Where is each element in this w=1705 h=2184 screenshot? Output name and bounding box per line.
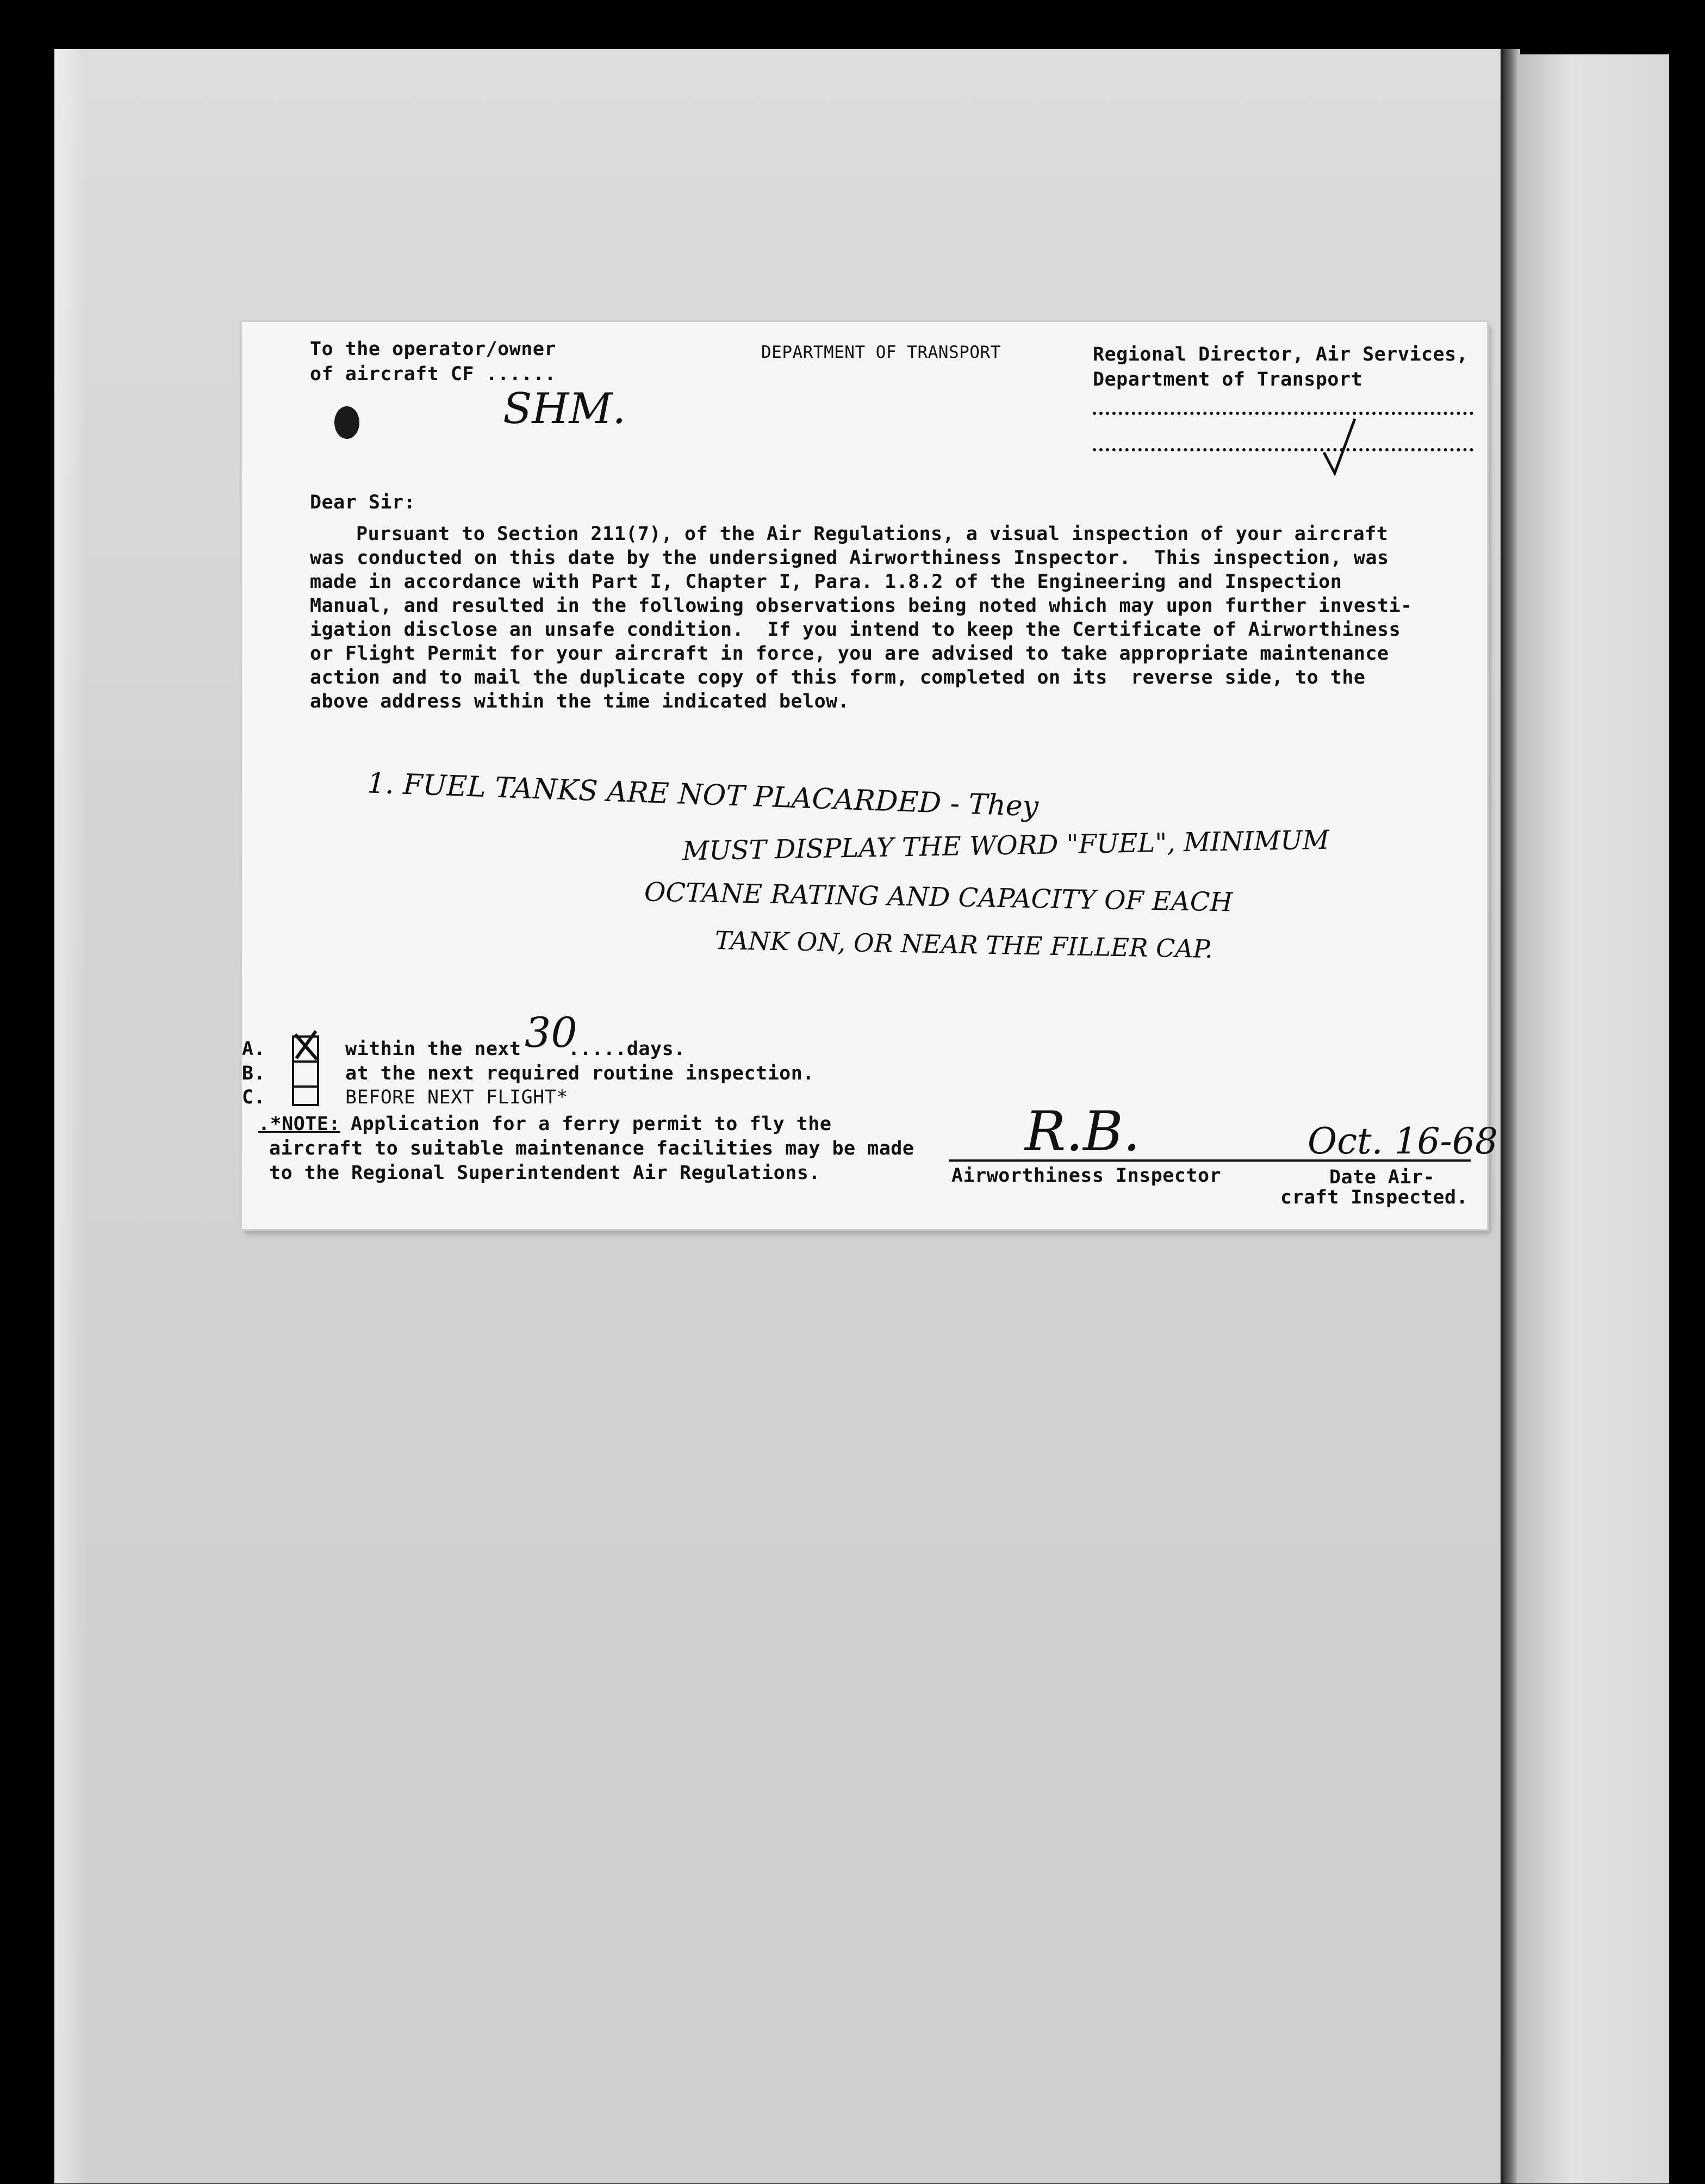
department-header: DEPARTMENT OF TRANSPORT [761, 343, 1001, 362]
salutation: Dear Sir: [310, 492, 416, 513]
observation-line-1: 1. FUEL TANKS ARE NOT PLACARDED - They [366, 767, 1040, 823]
body-line-5: igation disclose an unsafe condition. If you intend to keep the Certificate of Airworthiness [310, 619, 1401, 641]
observation-line-2: MUST DISPLAY THE WORD "FUEL", MINIMUM [682, 824, 1330, 867]
body-line-8: above address within the time indicated below. [310, 691, 850, 712]
option-b-letter: B. [242, 1063, 266, 1084]
note-label: .*NOTE: [258, 1113, 341, 1135]
date-label-line2: craft Inspected. [1280, 1187, 1468, 1208]
date-handwritten: Oct. 16-68 [1308, 1120, 1498, 1162]
option-c-letter: C. [242, 1087, 266, 1108]
option-c-checkbox[interactable] [292, 1085, 319, 1106]
option-c-text: BEFORE NEXT FLIGHT* [345, 1087, 568, 1108]
option-a-text: within the next [345, 1038, 521, 1060]
option-a-letter: A. [242, 1038, 266, 1060]
body-line-4: Manual, and resulted in the following observations being noted which may upon further investi- [310, 595, 1412, 617]
check-mark-icon [1321, 414, 1359, 480]
punch-hole-mark [334, 406, 359, 439]
address-line-1 [1093, 412, 1473, 415]
days-handwritten: 30 [525, 1008, 577, 1057]
body-line-1: Pursuant to Section 211(7), of the Air Regulations, a visual inspection of your aircraft [356, 523, 1389, 545]
body-line-2: was conducted on this date by the undersigned Airworthiness Inspector. This inspection, was [310, 547, 1389, 569]
regional-director-line1: Regional Director, Air Services, [1093, 344, 1468, 365]
checkbox-x-mark-icon [291, 1029, 321, 1063]
observation-line-3: OCTANE RATING AND CAPACITY OF EACH [644, 877, 1233, 918]
date-label-line1: Date Air- [1329, 1167, 1435, 1188]
option-a-suffix: .....days. [568, 1038, 686, 1060]
body-line-3: made in accordance with Part I, Chapter I, Para. 1.8.2 of the Engineering and Inspection [310, 571, 1342, 593]
body-line-7: action and to mail the duplicate copy of this form, completed on its reverse side, to the [310, 667, 1366, 688]
regional-director-line2: Department of Transport [1093, 369, 1363, 390]
airworthiness-inspector-label: Airworthiness Inspector [951, 1165, 1222, 1187]
to-operator-line1: To the operator/owner [310, 338, 557, 360]
inspector-signature: R.B. [1025, 1100, 1141, 1163]
note-line-1: Application for a ferry permit to fly the [351, 1113, 832, 1135]
registration-handwritten: SHM. [503, 384, 626, 433]
note-line-2: aircraft to suitable maintenance facilities may be made [269, 1138, 914, 1159]
note-line-3: to the Regional Superintendent Air Regulations. [269, 1162, 820, 1184]
option-b-checkbox[interactable] [292, 1060, 319, 1088]
body-line-6: or Flight Permit for your aircraft in force, you are advised to take appropriate maintenance [310, 643, 1389, 665]
address-line-2 [1093, 448, 1473, 451]
to-operator-line2: of aircraft CF ...... [310, 363, 557, 385]
inspection-form-card [242, 322, 1498, 1229]
right-margin-strip [1517, 54, 1669, 2183]
option-b-text: at the next required routine inspection. [345, 1063, 814, 1084]
observation-line-4: TANK ON, OR NEAR THE FILLER CAP. [714, 926, 1214, 964]
